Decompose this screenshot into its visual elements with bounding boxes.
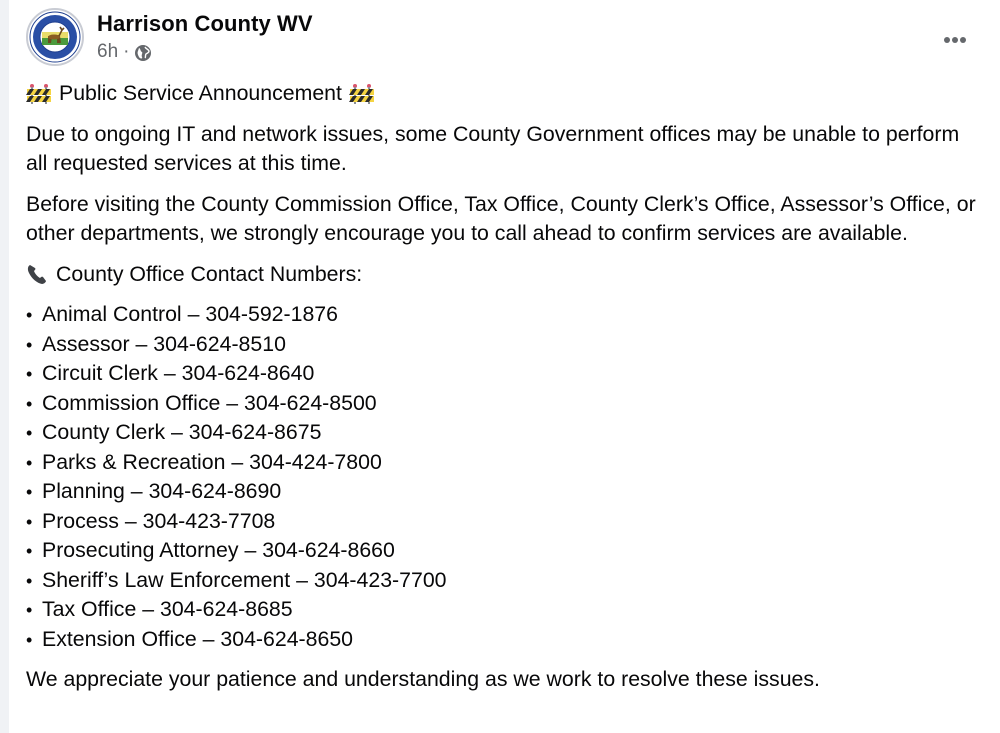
contact-phone[interactable]: 304-624-8675: [188, 420, 322, 444]
closing-paragraph: We appreciate your patience and understanding as we work to resolve these issues.: [26, 667, 820, 691]
list-item: • Extension Office – 304-624-8650: [26, 625, 986, 655]
telephone-receiver-icon: [26, 263, 48, 285]
contact-name: Circuit Clerk: [42, 361, 158, 385]
contact-phone[interactable]: 304-624-8690: [148, 479, 282, 503]
more-options-button[interactable]: [938, 30, 972, 50]
post-timestamp[interactable]: 6h: [97, 41, 119, 62]
announcement-title-text: Public Service Announcement: [59, 81, 342, 105]
page-name-link[interactable]: Harrison County WV: [97, 11, 313, 36]
contact-name: Animal Control: [42, 302, 182, 326]
contact-phone[interactable]: 304-624-8640: [181, 361, 315, 385]
paragraph-call-ahead: Before visiting the County Commission Office, Tax Office, County Clerk’s Office, Assessor’s Office, or other departments, we strongly encourage you to call ahead to confirm services are available.: [26, 191, 976, 245]
contact-name: Assessor: [42, 331, 130, 356]
contact-name: Sheriff’s Law Enforcement: [42, 567, 291, 592]
contact-name: Planning: [42, 479, 125, 503]
contacts-heading-text: County Office Contact Numbers:: [56, 261, 363, 286]
contact-phone[interactable]: 304-424-7800: [249, 449, 382, 474]
contact-name: Parks & Recreation: [42, 449, 226, 474]
paragraph-it-issues: Due to ongoing IT and network issues, some County Government offices may be unable to perform all requested services at this time.: [26, 121, 960, 175]
list-item: • Animal Control – 304-592-1876: [26, 300, 986, 330]
construction-barrier-icon: [349, 83, 375, 105]
contact-phone[interactable]: 304-624-8510: [153, 331, 286, 356]
avatar[interactable]: [26, 8, 84, 66]
contact-name: County Clerk: [42, 420, 166, 444]
more-options-icon-dot: [960, 37, 966, 43]
list-item: • Process – 304-423-7708: [26, 507, 986, 537]
more-options-icon-dot: [944, 37, 950, 43]
contact-phone[interactable]: 304-592-1876: [205, 302, 338, 326]
page-background-strip: [0, 0, 9, 733]
list-item: • Circuit Clerk – 304-624-8640: [26, 359, 986, 389]
contact-phone[interactable]: 304-423-7700: [313, 567, 447, 592]
announcement-title: [26, 79, 986, 109]
more-options-icon-dot: [952, 37, 958, 43]
list-item: • Prosecuting Attorney – 304-624-8660: [26, 536, 986, 566]
contact-phone[interactable]: 304-624-8660: [262, 538, 395, 562]
contact-phone[interactable]: 304-624-8500: [244, 390, 377, 415]
post-meta: [97, 41, 152, 63]
list-item: • Assessor – 304-624-8510: [26, 330, 986, 360]
construction-barrier-icon: [26, 83, 52, 105]
contact-name: Tax Office: [42, 597, 137, 621]
list-item: • Sheriff’s Law Enforcement – 304-423-7700: [26, 566, 986, 596]
contact-name: Prosecuting Attorney: [42, 538, 239, 562]
contact-name: Commission Office: [42, 390, 221, 415]
list-item: • Commission Office – 304-624-8500: [26, 389, 986, 419]
post-body: [26, 79, 986, 706]
contact-phone[interactable]: 304-624-8685: [159, 597, 293, 621]
contact-name: Extension Office: [42, 626, 197, 651]
contacts-heading: [26, 260, 986, 290]
contact-name: Process: [42, 508, 119, 533]
county-seal-icon: [29, 11, 81, 63]
contact-list: [26, 300, 986, 654]
list-item: • County Clerk – 304-624-8675: [26, 418, 986, 448]
meta-separator: ·: [123, 41, 130, 62]
post-header: [26, 8, 986, 68]
post-card: [9, 0, 1000, 733]
contact-phone[interactable]: 304-624-8650: [220, 626, 354, 651]
list-item: • Planning – 304-624-8690: [26, 477, 986, 507]
list-item: • Parks & Recreation – 304-424-7800: [26, 448, 986, 478]
list-item: • Tax Office – 304-624-8685: [26, 595, 986, 625]
globe-icon[interactable]: [134, 44, 152, 62]
contact-phone[interactable]: 304-423-7708: [142, 508, 276, 533]
